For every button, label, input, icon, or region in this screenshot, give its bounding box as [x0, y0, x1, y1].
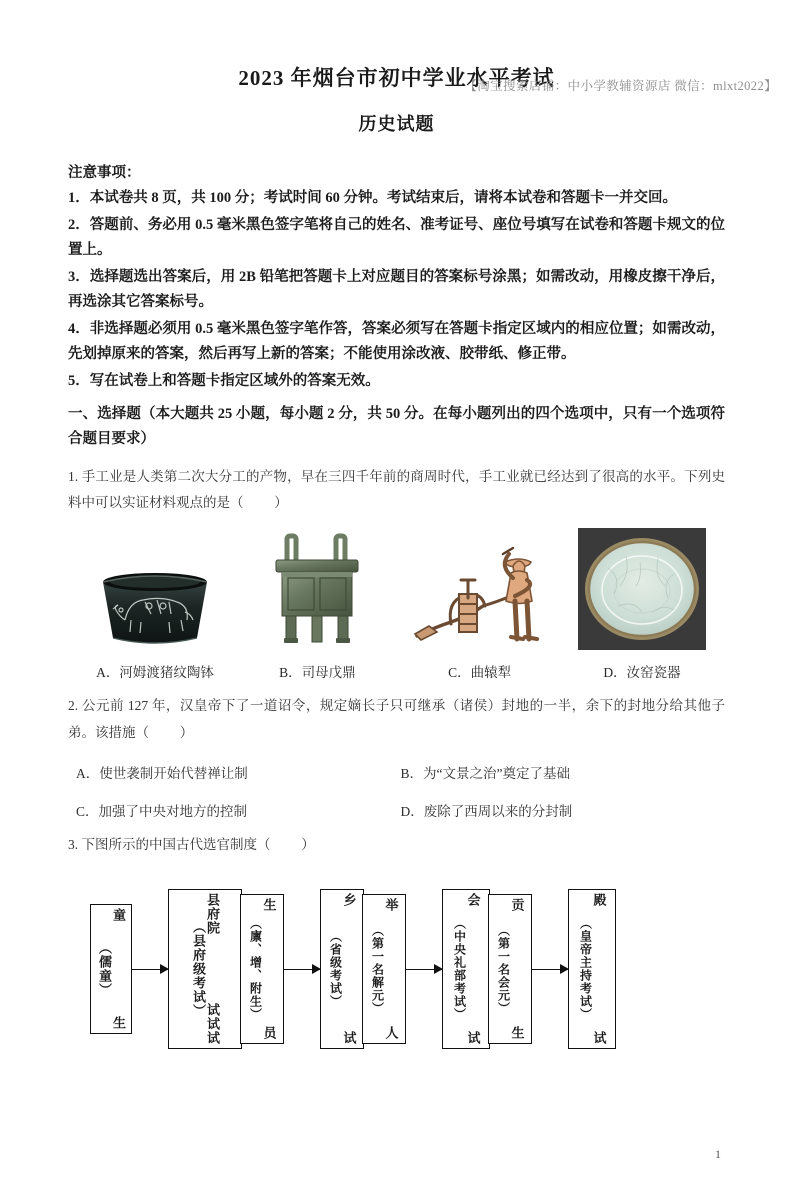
question-2-text: 公元前 127 年，汉皇帝下了一道诏令，规定嫡长子只可继承（诸侯）封地的一半，余下的封地分给其他子弟。该措施（ — [68, 698, 726, 740]
exam-paper-page — [0, 62, 793, 1184]
flow-node-n3 — [240, 894, 284, 1044]
question-3-number: 3. — [68, 837, 79, 853]
flow-node-n7-text: 贡 生 — [509, 898, 525, 1041]
flow-group-3 — [442, 889, 532, 1049]
flow-arrow-4 — [532, 969, 568, 971]
flow-arrow-1 — [132, 969, 168, 971]
flow-node-n8-sub: （皇帝主持考试） — [578, 917, 593, 1022]
flow-node-n6 — [442, 889, 490, 1049]
flow-arrow-2 — [284, 969, 320, 971]
notice-item-4: 4．非选择题必须用 0.5 毫米黑色签字笔作答，答案必须写在答题卡指定区域内的相应位置；如需改动，先划掉原来的答案，然后再写上新的答案；不能使用涂改液、胶带纸、修正带。 — [68, 321, 725, 363]
flow-node-n8-text: 殿 试 — [591, 893, 607, 1046]
section-heading-multiple-choice: 一、选择题（本大题共 25 小题，每小题 2 分，共 50 分。在每小题列出的四个选项中，只有一个选项符合题目要求） — [68, 405, 725, 447]
flow-node-n4-text: 乡 试 — [341, 893, 357, 1046]
question-2-number: 2. — [68, 698, 79, 714]
page-title: 2023 年烟台市初中学业水平考试 — [238, 66, 555, 90]
question-3-text: 下图所示的中国古代选官制度（ — [81, 837, 271, 853]
flow-node-n4-sub: （省级考试） — [328, 930, 343, 1009]
flow-node-n3-text: 生 员 — [261, 898, 277, 1041]
question-3-stem — [68, 832, 725, 858]
picture-option-a-caption: A．河姆渡猪纹陶钵 — [96, 665, 214, 681]
picture-option-b-caption: B．司母戊鼎 — [279, 665, 356, 681]
notice-item-1: 1．本试卷共 8 页，共 100 分；考试时间 60 分钟。考试结束后，请将本试卷和答题卡一并交回。 — [68, 190, 677, 207]
picture-option-b[interactable] — [242, 528, 392, 681]
flow-node-n6-sub: （中央礼部考试） — [452, 917, 467, 1022]
flow-node-n2-text: 县府院 试试试 — [205, 893, 221, 1046]
question-2-choice-c[interactable]: C．加强了中央对地方的控制 — [76, 804, 248, 820]
page-subtitle: 历史试题 — [358, 114, 435, 134]
notice-item-2: 2．答题前、务必用 0.5 毫米黑色签字笔将自己的姓名、准考证号、座位号填写在试卷和答题卡规文的位置上。 — [68, 217, 725, 259]
flow-node-n7-sub: （第一名会元） — [496, 923, 511, 1015]
question-3-stem-tail: ） — [301, 837, 315, 853]
flow-node-n3-sub: （廪、增、附生） — [248, 917, 263, 1022]
question-2-choice-d[interactable]: D．废除了西周以来的分封制 — [400, 804, 573, 820]
flow-node-n5 — [362, 894, 406, 1044]
question-2-stem-tail: ） — [179, 724, 194, 740]
flow-node-n6-text: 会 试 — [465, 893, 481, 1046]
imperial-examination-flowchart — [68, 874, 725, 1064]
flow-node-n5-sub: （第一名解元） — [370, 923, 385, 1015]
flow-node-n8 — [568, 889, 616, 1049]
curved-shaft-plough-image — [407, 528, 553, 650]
notice-item-3: 3．选择题选出答案后，用 2B 铅笔把答题卡上对应题目的答案标号涂黑；如需改动，用橡皮擦干净后，再选涂其它答案标号。 — [68, 269, 725, 311]
picture-option-d[interactable] — [567, 528, 717, 681]
question-1-text: 手工业是人类第二次大分工的产物，早在三四千年前的商周时代，手工业就已经达到了很高的水平。下列史料中可以实证材料观点的是（ — [68, 468, 726, 511]
flow-node-n7 — [488, 894, 532, 1044]
flow-node-n2-sub: （县府级考试） — [191, 920, 206, 1019]
question-2-stem — [68, 693, 725, 746]
question-1-number: 1. — [68, 468, 79, 484]
flow-node-n4 — [320, 889, 364, 1049]
question-1-stem — [68, 464, 725, 517]
picture-option-c[interactable] — [405, 528, 555, 681]
picture-option-d-caption: D．汝窑瓷器 — [603, 665, 681, 681]
flow-arrow-3 — [406, 969, 442, 971]
question-1-picture-options — [68, 528, 725, 681]
flow-node-n1-text: 童 生 — [111, 908, 127, 1031]
question-2-choices — [68, 762, 725, 820]
question-2-choice-a[interactable]: A．使世袭制开始代替禅让制 — [76, 766, 248, 782]
question-1-stem-tail: ） — [274, 495, 288, 511]
flow-node-n1 — [90, 904, 132, 1034]
hemudu-pig-pottery-bowl-image — [85, 528, 225, 650]
picture-option-c-caption: C．曲辕犁 — [448, 665, 512, 681]
flow-node-n1-sub: （儒童） — [97, 941, 112, 998]
picture-option-a[interactable] — [80, 528, 230, 681]
notice-item-5: 5．写在试卷上和答题卡指定区域外的答案无效。 — [68, 373, 380, 390]
flow-node-n2 — [168, 889, 242, 1049]
simuwu-bronze-ding-image — [257, 528, 377, 650]
flow-node-n5-text: 举 人 — [383, 898, 399, 1041]
ru-kiln-porcelain-plate-image — [578, 528, 706, 650]
flow-group-2 — [320, 889, 406, 1049]
flow-group-1 — [168, 889, 284, 1049]
page-number: 1 — [715, 1147, 721, 1161]
question-2-choice-b[interactable]: B．为“文景之治”奠定了基础 — [400, 766, 570, 782]
notice-heading: 注意事项： — [68, 165, 141, 181]
watermark-text: 【淘宝搜索店铺：中小学教辅资源店 微信：mlxt2022】 — [464, 79, 777, 93]
